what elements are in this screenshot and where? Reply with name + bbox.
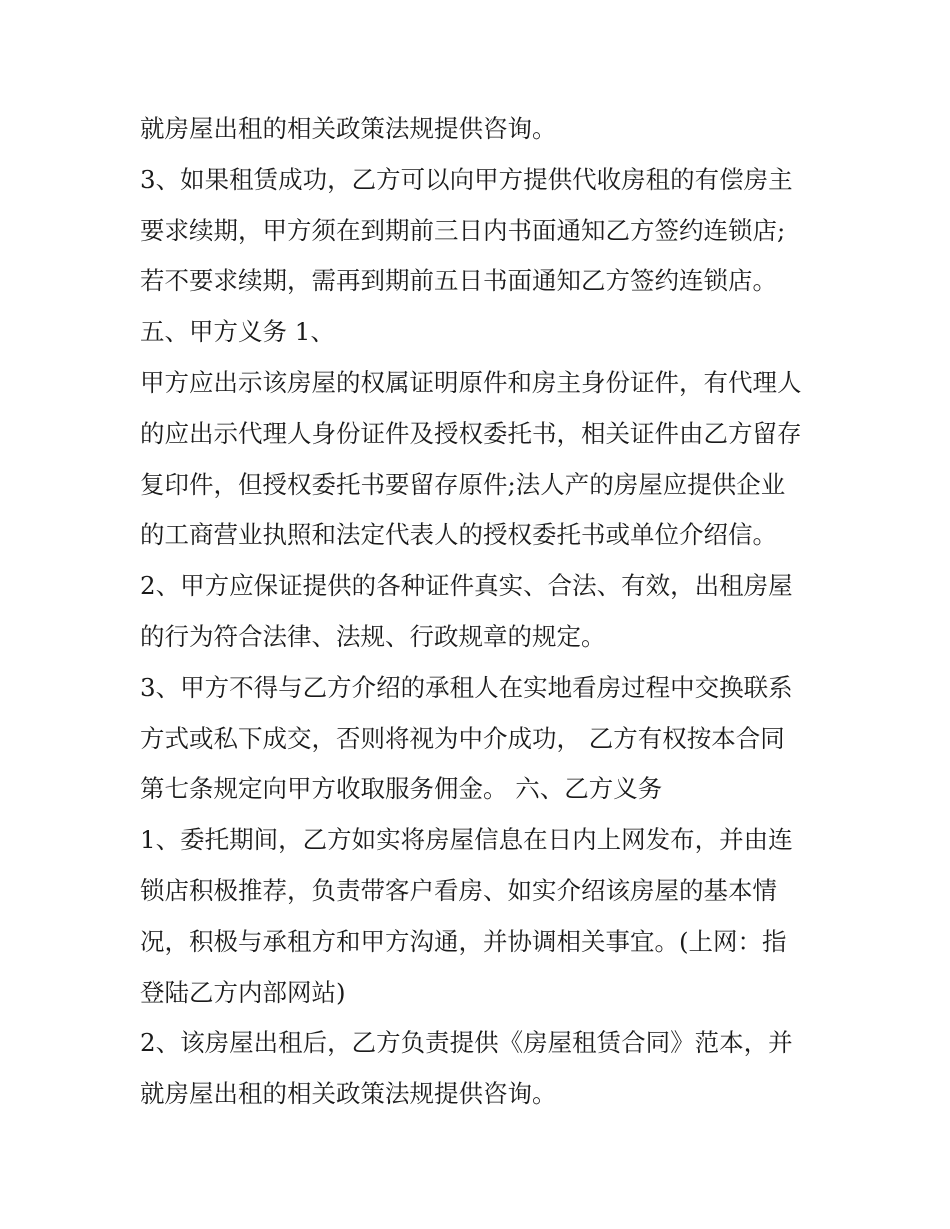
text-line-14: 第七条规定向甲方收取服务佣金。 六、乙方义务 [140,774,663,804]
text-line-17: 况，积极与承租方和甲方沟通，并协调相关事宜。(上网：指 [140,926,787,956]
text-line-8: 复印件，但授权委托书要留存原件;法人产的房屋应提供企业 [140,469,786,499]
text-line-7: 的应出示代理人身份证件及授权委托书，相关证件由乙方留存 [140,418,802,448]
contract-text [140,104,820,1120]
text-line-18: 登陆乙方内部网站) [140,977,346,1007]
text-line-20: 就房屋出租的相关政策法规提供咨询。 [140,1079,557,1109]
section-heading-party-a-obligations: 五、甲方义务 1、 [140,317,335,347]
text-line-6: 甲方应出示该房屋的权属证明原件和房主身份证件，有代理人 [140,367,802,397]
text-line-13: 方式或私下成交，否则将视为中介成功， 乙方有权按本合同 [140,723,785,753]
text-line-12: 3、甲方不得与乙方介绍的承租人在实地看房过程中交换联系 [140,672,793,702]
text-line-9: 的工商营业执照和法定代表人的授权委托书或单位介绍信。 [140,520,777,550]
text-line-10: 2、甲方应保证提供的各种证件真实、合法、有效，出租房屋 [140,571,793,601]
text-line-4: 若不要求续期，需再到期前五日书面通知乙方签约连锁店。 [140,266,777,296]
text-line-3: 要求续期，甲方须在到期前三日内书面通知乙方签约连锁店; [140,215,786,245]
text-line-11: 的行为符合法律、法规、行政规章的规定。 [140,621,606,651]
text-line-16: 锁店积极推荐，负责带客户看房、如实介绍该房屋的基本情 [140,875,777,905]
text-line-19: 2、该房屋出租后，乙方负责提供《房屋租赁合同》范本，并 [140,1028,793,1058]
text-line-2: 3、如果租赁成功，乙方可以向甲方提供代收房租的有偿房主 [140,164,793,194]
text-line-15: 1、委托期间，乙方如实将房屋信息在日内上网发布，并由连 [140,825,793,855]
text-line-1: 就房屋出租的相关政策法规提供咨询。 [140,114,557,143]
